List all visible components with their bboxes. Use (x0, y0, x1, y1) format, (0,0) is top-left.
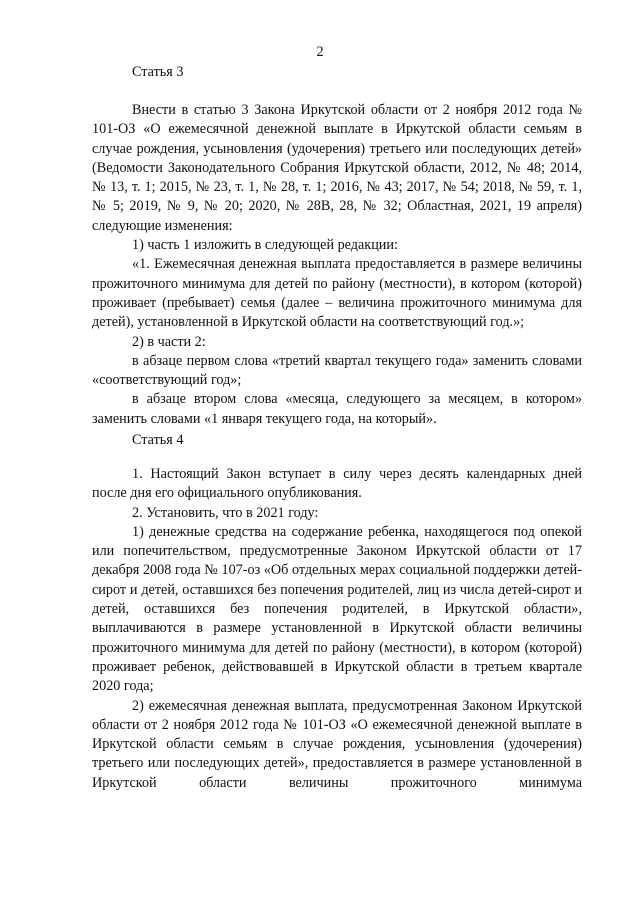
article-3-paragraph: в абзаце втором слова «месяца, следующего за месяцем, в котором» заменить словами «1 января текущего года, на который». (92, 391, 582, 427)
article-3-paragraph: Внести в статью 3 Закона Иркутской области от 2 ноября 2012 года № 101-ОЗ «О ежемесячной денежной выплате в Иркутской области семьям в случае рождения, усыновления (удочерения) третьего или последующих детей» (Ведомости Законодательного Собрания Иркутской области, 2012, № 48; 2014, № 13, т. 1; 2015, № 23, т. 1, № 28, т. 1; 2016, № 43; 2017, № 54; 2018, № 59, т. 1, № 5; 2019, № 9, № 20; 2020, № 28В, 28, № 32; Областная, 2021, 19 апреля) следующие изменения: (92, 102, 582, 234)
article-3-body (92, 101, 582, 429)
article-3-paragraph: 1) часть 1 изложить в следующей редакции: (132, 237, 398, 254)
article-3-paragraph: «1. Ежемесячная денежная выплата предоставляется в размере величины прожиточного минимума для детей по району (местности), в котором (которой) проживает (пребывает) семья (далее – величина прожиточного минимума для детей), установленной в Иркутской области на соответствующий год.»; (92, 256, 582, 331)
article-4-paragraph: 1) денежные средства на содержание ребенка, находящегося под опекой или попечительством, предусмотренные Законом Иркутской области от 17 декабря 2008 года № 107-оз «Об отдельных мерах социальной поддержки детей-сирот и детей, оставшихся без попечения родителей, лиц из числа детей-сирот и детей, оставшихся без попечения родителей, в Иркутской области», выплачиваются в размере установленной в Иркутской области величины прожиточного минимума для детей по району (местности), в котором (которой) проживает ребенок, действовавшей в Иркутской области в третьем квартале 2020 года; (92, 523, 582, 695)
article-4-body (92, 465, 582, 793)
article-3-paragraph: в абзаце первом слова «третий квартал текущего года» заменить словами «соответствующий год»; (92, 352, 582, 389)
article-4-paragraph: 2) ежемесячная денежная выплата, предусмотренная Законом Иркутской области от 2 ноября 2012 года № 101-ОЗ «О ежемесячной денежной выплате в Иркутской области семьям в случае рождения, усыновления (удочерения) третьего или последующих детей», предоставляется в размере установленной в Иркутской области величины прожиточного минимума (92, 697, 582, 791)
article-3-paragraph: 2) в части 2: (132, 333, 206, 350)
page-number: 2 (316, 44, 324, 60)
article-4-heading: Статья 4 (132, 432, 184, 448)
article-4-paragraph: 1. Настоящий Закон вступает в силу через десять календарных дней после дня его официального опубликования. (92, 466, 582, 502)
article-3-heading: Статья 3 (132, 64, 184, 80)
article-4-paragraph: 2. Установить, что в 2021 году: (132, 504, 319, 521)
